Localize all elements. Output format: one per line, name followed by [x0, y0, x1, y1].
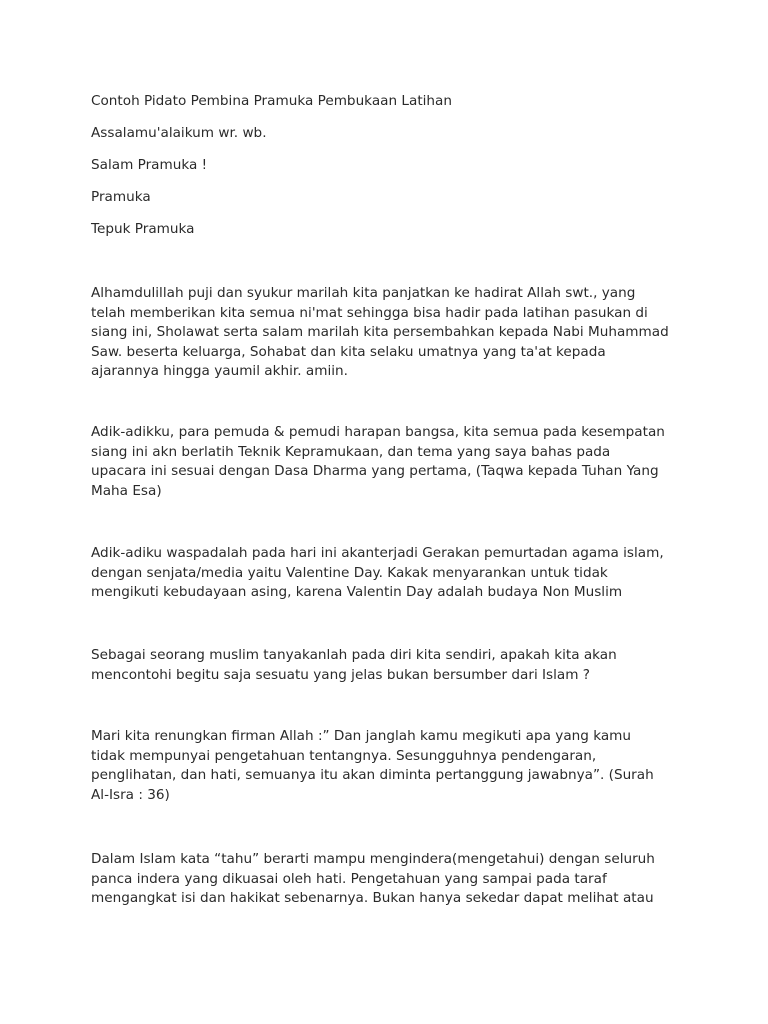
paragraph-self-reflection: [91, 646, 691, 685]
paragraph-line: telah memberikan kita semua ni'mat sehingga bisa hadir pada latihan pasukan di: [91, 304, 648, 321]
paragraph-line: mencontohi begitu saja sesuatu yang jelas bukan bersumber dari Islam ?: [91, 666, 591, 683]
paragraph-line: Adik-adiku waspadalah pada hari ini akanterjadi Gerakan pemurtadan agama islam,: [91, 545, 664, 561]
pramuka-line: Pramuka: [91, 189, 151, 205]
paragraph-line: dengan senjata/media yaitu Valentine Day. Kakak menyarankan untuk tidak: [91, 564, 608, 581]
paragraph-warning: [91, 544, 691, 603]
paragraph-line: Alhamdulillah puji dan syukur marilah kita panjatkan ke hadirat Allah swt., yang: [91, 285, 636, 301]
document-title: Contoh Pidato Pembina Pramuka Pembukaan Latihan: [91, 93, 452, 109]
paragraph-line: penglihatan, dan hati, semuanya itu akan diminta pertanggung jawabnya”. (Surah: [91, 767, 654, 783]
paragraph-quran-verse: [91, 727, 691, 805]
greeting-line: Assalamu'alaikum wr. wb.: [91, 125, 267, 141]
paragraph-line: siang ini akn berlatih Teknik Kepramukaan, dan tema yang saya bahas pada: [91, 443, 611, 460]
paragraph-line: Dalam Islam kata “tahu” berarti mampu mengindera(mengetahui) dengan seluruh: [91, 851, 655, 867]
paragraph-line: Sebagai seorang muslim tanyakanlah pada diri kita sendiri, apakah kita akan: [91, 647, 617, 663]
paragraph-address-youth: [91, 423, 691, 501]
paragraph-line: ajarannya hingga yaumil akhir. amiin.: [91, 363, 348, 379]
paragraph-line: panca indera yang dikuasai oleh hati. Pengetahuan yang sampai pada taraf: [91, 870, 607, 887]
paragraph-opening-praise: [91, 284, 691, 382]
paragraph-line: mengangkat isi dan hakikat sebenarnya. Bukan hanya sekedar dapat melihat atau: [91, 890, 654, 906]
paragraph-line: Adik-adikku, para pemuda & pemudi harapan bangsa, kita semua pada kesempatan: [91, 424, 665, 440]
tepuk-line: Tepuk Pramuka: [91, 221, 195, 237]
paragraph-line: Mari kita renungkan firman Allah :” Dan janglah kamu megikuti apa yang kamu: [91, 728, 632, 744]
paragraph-line: tidak mempunyai pengetahuan tentangnya. Sesungguhnya pendengaran,: [91, 747, 597, 764]
salam-line: Salam Pramuka !: [91, 157, 208, 173]
paragraph-line: siang ini, Sholawat serta salam marilah kita persembahkan kepada Nabi Muhammad: [91, 324, 669, 340]
paragraph-line: Saw. beserta keluarga, Sohabat dan kita selaku umatnya yang ta'at kepada: [91, 343, 606, 360]
paragraph-line: Al-Isra : 36): [91, 786, 170, 803]
paragraph-line: upacara ini sesuai dengan Dasa Dharma yang pertama, (Taqwa kepada Tuhan Yang: [91, 463, 659, 479]
paragraph-meaning-of-knowing: [91, 850, 691, 909]
paragraph-line: mengikuti kebudayaan asing, karena Valentin Day adalah budaya Non Muslim: [91, 584, 623, 600]
paragraph-line: Maha Esa): [91, 482, 162, 499]
